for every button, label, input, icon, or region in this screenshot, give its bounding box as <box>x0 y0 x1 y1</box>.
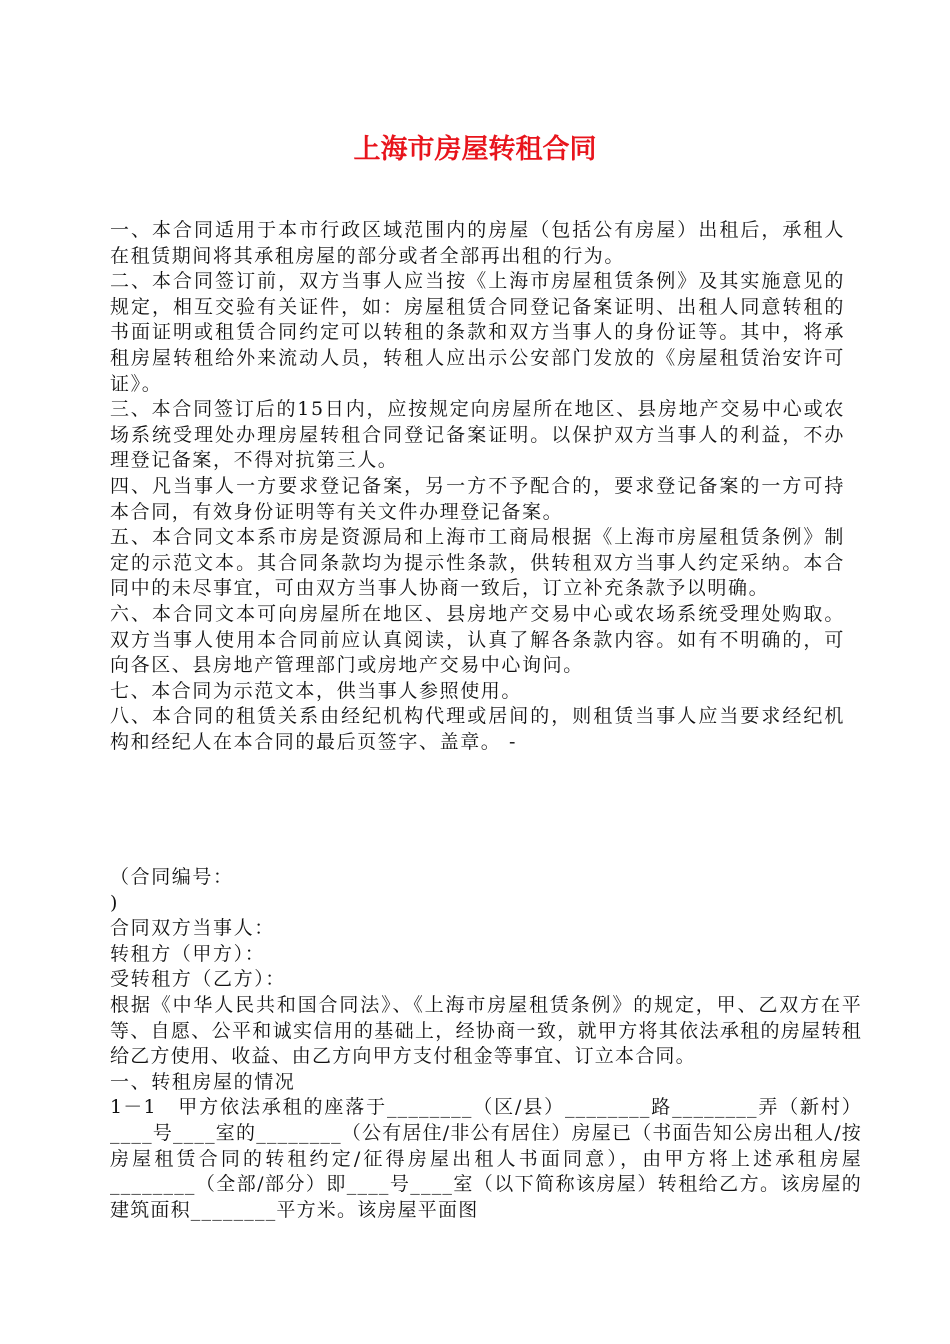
clause-1-1: 1－1 甲方依法承租的座落于________（区/县）________路________弄（新村）____号____室的________（公有居住/非公有居住）房屋已（书面告知公房出租人/按房屋租赁合同的转租约定/征得房屋出租人书面同意），由甲方将上述承租房屋________（全部/部分）即____号____室（以下简称该房屋）转租给乙方。该房屋的建筑面积________平方米。该房屋平面图 <box>110 1096 863 1221</box>
party-a-label: 转租方（甲方）： <box>110 942 266 965</box>
usage-notes <box>110 218 845 755</box>
document-title: 上海市房屋转租合同 <box>353 134 597 165</box>
contract-number-close: ) <box>110 891 120 914</box>
note-paragraph: 二、本合同签订前，双方当事人应当按《上海市房屋租赁条例》及其实施意见的规定，相互交验有关证件，如：房屋租赁合同登记备案证明、出租人同意转租的书面证明或租赁合同约定可以转租的条款和双方当事人的身份证等。其中，将承租房屋转租给外来流动人员，转租人应出示公安部门发放的《房屋租赁治安许可证》。 <box>110 270 845 395</box>
party-b-label: 受转租方（乙方）： <box>110 968 286 991</box>
contract-preamble: 根据《中华人民共和国合同法》、《上海市房屋租赁条例》的规定，甲、乙双方在平等、自愿、公平和诚实信用的基础上，经协商一致，就甲方将其依法承租的房屋转租给乙方使用、收益、由乙方向甲方支付租金等事宜、订立本合同。 <box>110 993 862 1068</box>
note-paragraph: 四、凡当事人一方要求登记备案，另一方不予配合的，要求登记备案的一方可持本合同，有效身份证明等有关文件办理登记备案。 <box>110 474 845 523</box>
parties-heading: 合同双方当事人： <box>110 917 275 940</box>
note-paragraph: 八、本合同的租赁关系由经纪机构代理或居间的，则租赁当事人应当要求经纪机构和经纪人在本合同的最后页签字、盖章。 - <box>110 705 845 753</box>
contract-number-label: （合同编号： <box>110 866 234 888</box>
note-paragraph: 七、本合同为示范文本，供当事人参照使用。 <box>110 679 523 702</box>
note-paragraph: 五、本合同文本系市房是资源局和上海市工商局根据《上海市房屋租赁条例》制定的示范文本。其合同条款均为提示性条款，供转租双方当事人约定采纳。本合同中的未尽事宜，可由双方当事人协商一致后，订立补充条款予以明确。 <box>110 526 845 600</box>
note-paragraph: 三、本合同签订后的15日内，应按规定向房屋所在地区、县房地产交易中心或农场系统受理处办理房屋转租合同登记备案证明。以保护双方当事人的利益，不办理登记备案，不得对抗第三人。 <box>110 398 845 472</box>
contract-body <box>110 865 862 1223</box>
section-heading: 一、转租房屋的情况 <box>110 1070 296 1093</box>
note-paragraph: 六、本合同文本可向房屋所在地区、县房地产交易中心或农场系统受理处购取。双方当事人使用本合同前应认真阅读，认真了解各条款内容。如有不明确的，可向各区、县房地产管理部门或房地产交易中心询问。 <box>110 602 845 677</box>
note-paragraph: 一、本合同适用于本市行政区域范围内的房屋（包括公有房屋）出租后，承租人在租赁期间将其承租房屋的部分或者全部再出租的行为。 <box>110 219 845 267</box>
